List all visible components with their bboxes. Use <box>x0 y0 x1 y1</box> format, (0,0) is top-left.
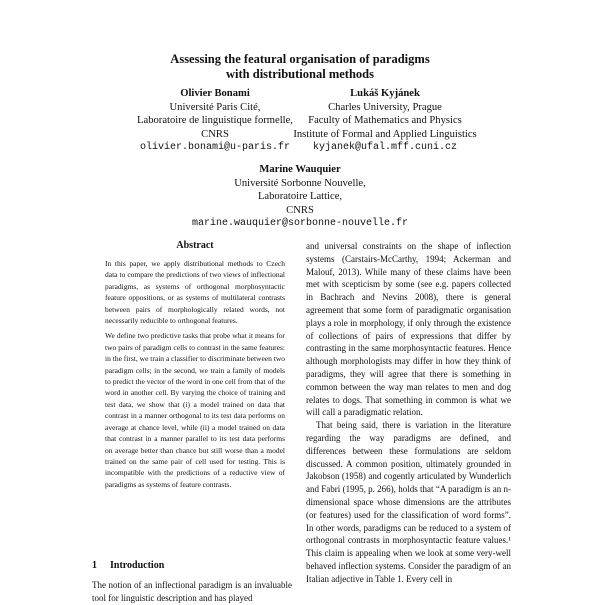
right-column-paragraph-1: and universal constraints on the shape of inflection systems (Carstairs-McCarthy, 1994; Ackerman and Malouf, 2013). While many of these claims have been met with scepticism by some (see e.g. papers collected in Bachrach and Nevins 2008), there is general agreement that some form of paradigmatic organisation plays a role in morphology, if only through the existence of collections of pairs of expressions that differ by contrasting in the same morphosyntactic features. Hence although morphologists may differ in how they think of paradigms, they will agree that there is something in common between the way man relates to men and dog relates to dogs. That something in common is what we will call a paradigmatic relation. <box>306 241 511 418</box>
author-email[interactable]: marine.wauquier@sorbonne-nouvelle.fr <box>191 218 409 230</box>
author-name: Olivier Bonami <box>180 88 250 99</box>
author-email[interactable]: olivier.bonami@u-paris.fr <box>139 142 291 154</box>
section-number: 1 <box>92 560 97 571</box>
introduction-body <box>92 579 292 605</box>
author-affiliation: Université Paris Cité, <box>169 101 261 113</box>
introduction-paragraph-1: The notion of an inflectional paradigm is an invaluable tool for linguistic description and has played <box>92 580 292 603</box>
author-affiliation: Laboratoire de linguistique formelle, <box>137 115 293 127</box>
abstract-paragraph-1: In this paper, we apply distributional methods to Czech data to compare the predictions of two views of inflectional paradigms, as systems of orthogonal morphosyntactic feature oppositions, or as systems of multilateral contrasts between pairs of morphologically related words, not necessarily reducible to orthogonal features. <box>105 259 285 326</box>
author-affiliation: Faculty of Mathematics and Physics <box>308 115 462 127</box>
author-affiliation: Université Sorbonne Nouvelle, <box>234 177 366 189</box>
author-affiliation: Charles University, Prague <box>328 101 442 113</box>
right-column-body <box>306 240 511 586</box>
author-affiliation: Laboratoire Lattice, <box>257 191 343 203</box>
author-block-wauquier <box>150 163 450 231</box>
title-line-2: with distributional methods <box>226 67 374 81</box>
abstract-paragraph-2: We define two predictive tasks that probe what it means for two pairs of paradigm cells to contrast in the same features: in the first, we train a classifier to discriminate between two paradigm cells; in the second, we train a family of models to predict the vector of the word in one cell from that of the word in another cell. By varying the choice of training and test data, we show that (i) a model trained on data that contrast in a manner orthogonal to its test data performs on average at chance level, while (ii) a model trained on data that contrast in a manner parallel to its test data performs on average better than chance but still worse than a model trained on the same pair of cell used for testing. This is incompatible with the predictions of a reductive view of paradigms as systems of feature contrasts. <box>105 331 285 489</box>
author-name: Marine Wauquier <box>259 164 341 175</box>
author-block-kyjanek <box>285 87 485 155</box>
author-name: Lukáš Kyjánek <box>350 88 420 99</box>
author-affiliation: CNRS <box>286 204 314 216</box>
author-email[interactable]: kyjanek@ufal.mff.cuni.cz <box>312 142 458 154</box>
paper-title <box>0 52 600 82</box>
author-affiliation: CNRS <box>201 128 229 140</box>
author-affiliation: Institute of Formal and Applied Linguistics <box>293 128 477 140</box>
abstract-heading: Abstract <box>176 240 214 251</box>
section-title: Introduction <box>110 560 165 571</box>
abstract-body <box>105 258 285 494</box>
right-column-paragraph-2: That being said, there is variation in the literature regarding the way paradigms are defined, and differences between these formulations are seldom discussed. A common position, ultimately grounded in Jakobson (1958) and cogently articulated by Wunderlich and Fabri (1995, p. 266), holds that “A paradigm is an n-dimensional space whose dimensions are the attributes (or features) used for the classification of word forms”. In other words, paradigms can be reduced to a system of orthogonal contrasts in morphosyntactic feature values.¹ This claim is appealing when we look at some very-well behaved inflection systems. Consider the paradigm of an Italian adjective in Table 1. Every cell in <box>306 420 511 584</box>
section-heading-introduction <box>92 560 292 571</box>
title-line-1: Assessing the featural organisation of paradigms <box>170 52 430 66</box>
